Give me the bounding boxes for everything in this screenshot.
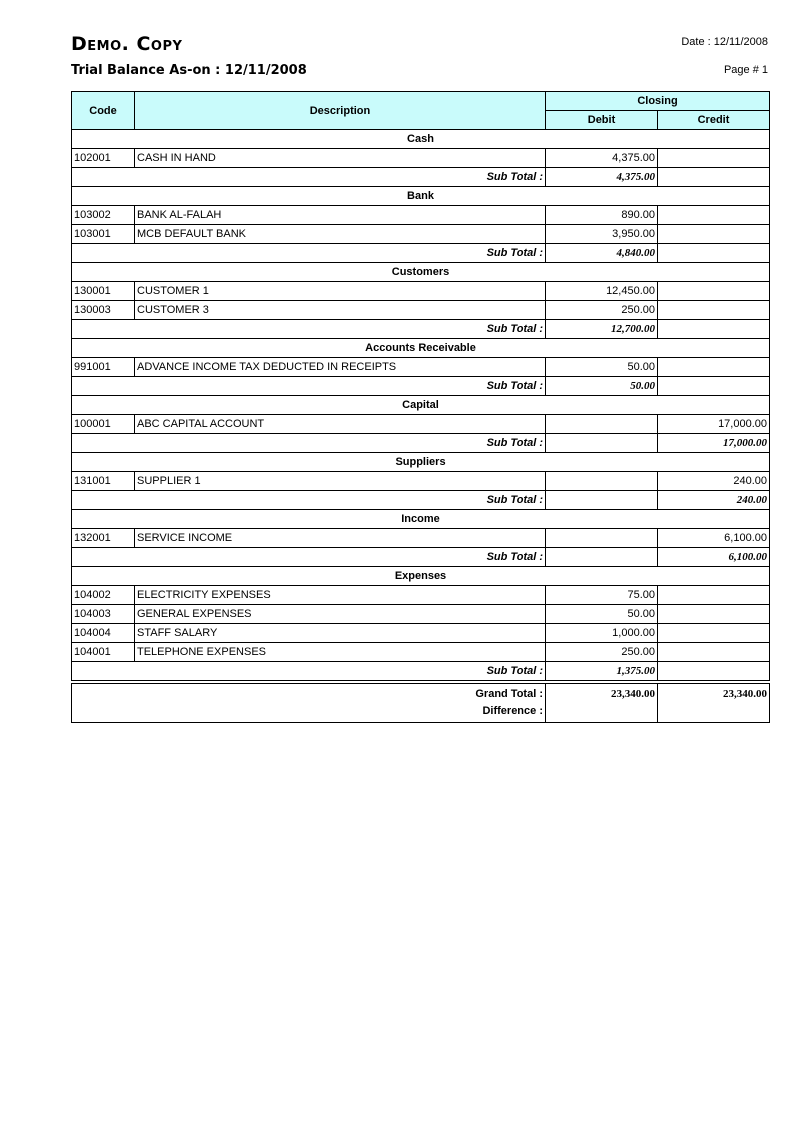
- group-heading: Cash: [72, 130, 770, 149]
- account-code: 104001: [72, 643, 135, 662]
- table-row: [72, 529, 770, 548]
- subtotal-row: [72, 491, 770, 510]
- group-heading: Income: [72, 510, 770, 529]
- debit-amount: 890.00: [546, 206, 658, 225]
- credit-amount: [658, 624, 770, 643]
- subtotal-row: [72, 320, 770, 339]
- table-row: [72, 415, 770, 434]
- table-row: [72, 282, 770, 301]
- subtotal-debit: 12,700.00: [546, 320, 658, 339]
- grand-total-debit: 23,340.00: [546, 684, 658, 723]
- group-header-row: [72, 263, 770, 282]
- table-row: [72, 301, 770, 320]
- subtotal-credit: [658, 244, 770, 263]
- debit-amount: 250.00: [546, 643, 658, 662]
- subtotal-label: Sub Total :: [72, 244, 546, 263]
- company-name: Demo. Copy: [71, 33, 183, 55]
- credit-amount: [658, 206, 770, 225]
- table-row: [72, 149, 770, 168]
- subtotal-label: Sub Total :: [72, 168, 546, 187]
- group-heading: Expenses: [72, 567, 770, 586]
- column-header-code: Code: [72, 92, 135, 130]
- account-code: 104003: [72, 605, 135, 624]
- debit-amount: 50.00: [546, 605, 658, 624]
- group-header-row: [72, 187, 770, 206]
- group-header-row: [72, 339, 770, 358]
- group-header-row: [72, 567, 770, 586]
- account-description: CASH IN HAND: [135, 149, 546, 168]
- debit-amount: 75.00: [546, 586, 658, 605]
- account-description: BANK AL-FALAH: [135, 206, 546, 225]
- credit-amount: [658, 225, 770, 244]
- account-code: 100001: [72, 415, 135, 434]
- account-description: ABC CAPITAL ACCOUNT: [135, 415, 546, 434]
- account-description: CUSTOMER 1: [135, 282, 546, 301]
- account-description: ADVANCE INCOME TAX DEDUCTED IN RECEIPTS: [135, 358, 546, 377]
- debit-amount: 50.00: [546, 358, 658, 377]
- table-row: [72, 586, 770, 605]
- debit-amount: 4,375.00: [546, 149, 658, 168]
- subtotal-credit: 6,100.00: [658, 548, 770, 567]
- column-header-description: Description: [135, 92, 546, 130]
- subtotal-debit: 4,840.00: [546, 244, 658, 263]
- subtotal-debit: 50.00: [546, 377, 658, 396]
- subtotal-credit: 17,000.00: [658, 434, 770, 453]
- account-description: STAFF SALARY: [135, 624, 546, 643]
- account-description: ELECTRICITY EXPENSES: [135, 586, 546, 605]
- account-code: 102001: [72, 149, 135, 168]
- subtotal-credit: [658, 662, 770, 681]
- account-description: MCB DEFAULT BANK: [135, 225, 546, 244]
- group-header-row: [72, 396, 770, 415]
- credit-amount: [658, 643, 770, 662]
- group-heading: Bank: [72, 187, 770, 206]
- debit-amount: [546, 415, 658, 434]
- group-heading: Accounts Receivable: [72, 339, 770, 358]
- subtotal-credit: [658, 377, 770, 396]
- table-row: [72, 225, 770, 244]
- credit-amount: [658, 605, 770, 624]
- grand-total-labels: [72, 684, 546, 723]
- trial-balance-table: [71, 91, 770, 723]
- account-description: SUPPLIER 1: [135, 472, 546, 491]
- grand-total-credit: 23,340.00: [658, 684, 770, 723]
- group-header-row: [72, 453, 770, 472]
- subtotal-debit: [546, 491, 658, 510]
- subtotal-row: [72, 662, 770, 681]
- report-title: Trial Balance As-on : 12/11/2008: [71, 63, 307, 78]
- debit-amount: 3,950.00: [546, 225, 658, 244]
- table-row: [72, 472, 770, 491]
- account-description: TELEPHONE EXPENSES: [135, 643, 546, 662]
- table-row: [72, 643, 770, 662]
- subtotal-row: [72, 377, 770, 396]
- subtotal-row: [72, 244, 770, 263]
- subtotal-debit: 1,375.00: [546, 662, 658, 681]
- debit-amount: 1,000.00: [546, 624, 658, 643]
- subtotal-label: Sub Total :: [72, 491, 546, 510]
- grand-total-label: Grand Total :: [475, 688, 543, 700]
- report-date: Date : 12/11/2008: [681, 36, 768, 48]
- credit-amount: 240.00: [658, 472, 770, 491]
- difference-label: Difference :: [482, 705, 543, 717]
- debit-amount: [546, 529, 658, 548]
- table-row: [72, 358, 770, 377]
- credit-amount: [658, 282, 770, 301]
- debit-amount: 12,450.00: [546, 282, 658, 301]
- credit-amount: [658, 358, 770, 377]
- group-heading: Customers: [72, 263, 770, 282]
- credit-amount: [658, 149, 770, 168]
- account-code: 104002: [72, 586, 135, 605]
- column-header-credit: Credit: [658, 111, 770, 130]
- column-header-closing: Closing: [546, 92, 770, 111]
- column-header-debit: Debit: [546, 111, 658, 130]
- credit-amount: [658, 301, 770, 320]
- table-body: [72, 130, 770, 681]
- subtotal-label: Sub Total :: [72, 662, 546, 681]
- table-row: [72, 605, 770, 624]
- subtotal-debit: [546, 548, 658, 567]
- subtotal-debit: 4,375.00: [546, 168, 658, 187]
- subtotal-label: Sub Total :: [72, 548, 546, 567]
- account-code: 104004: [72, 624, 135, 643]
- account-code: 991001: [72, 358, 135, 377]
- group-heading: Suppliers: [72, 453, 770, 472]
- subtotal-debit: [546, 434, 658, 453]
- debit-amount: 250.00: [546, 301, 658, 320]
- subtotal-row: [72, 548, 770, 567]
- account-code: 132001: [72, 529, 135, 548]
- subtotal-row: [72, 168, 770, 187]
- subtotal-credit: [658, 320, 770, 339]
- account-description: CUSTOMER 3: [135, 301, 546, 320]
- subtotal-credit: [658, 168, 770, 187]
- subtotal-label: Sub Total :: [72, 320, 546, 339]
- subtotal-credit: 240.00: [658, 491, 770, 510]
- group-heading: Capital: [72, 396, 770, 415]
- credit-amount: 6,100.00: [658, 529, 770, 548]
- group-header-row: [72, 130, 770, 149]
- grand-total-row: [72, 684, 770, 723]
- credit-amount: 17,000.00: [658, 415, 770, 434]
- subtotal-label: Sub Total :: [72, 377, 546, 396]
- credit-amount: [658, 586, 770, 605]
- account-code: 103001: [72, 225, 135, 244]
- subtotal-label: Sub Total :: [72, 434, 546, 453]
- account-code: 131001: [72, 472, 135, 491]
- group-header-row: [72, 510, 770, 529]
- table-row: [72, 624, 770, 643]
- debit-amount: [546, 472, 658, 491]
- table-row: [72, 206, 770, 225]
- account-code: 130003: [72, 301, 135, 320]
- account-description: SERVICE INCOME: [135, 529, 546, 548]
- account-code: 103002: [72, 206, 135, 225]
- subtotal-row: [72, 434, 770, 453]
- account-description: GENERAL EXPENSES: [135, 605, 546, 624]
- page-number: Page # 1: [723, 64, 768, 76]
- account-code: 130001: [72, 282, 135, 301]
